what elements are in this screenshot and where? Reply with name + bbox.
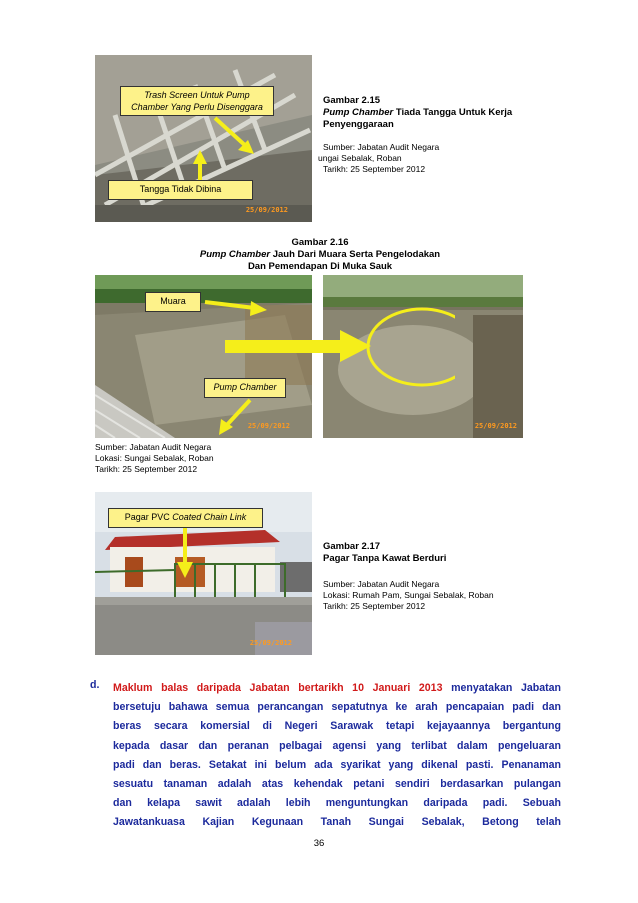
arrow-head-icon (250, 301, 267, 316)
paragraph-line2: bersetuju bahawa semua perancangan sepatutnya ke arah pencapaian padi dan (113, 701, 561, 714)
fig16-muara-text: Muara (160, 296, 186, 306)
fig17-fence-italic: Coated Chain Link (172, 512, 247, 522)
fig15-title-line2: Penyenggaraan (323, 119, 394, 130)
fig16-title-italic: Pump Chamber (199, 249, 271, 260)
fig16-overlay (195, 290, 455, 440)
fig17-title-number: Gambar 2.17 (323, 541, 381, 552)
fig17-source-line1: Sumber: Jabatan Audit Negara (323, 579, 440, 589)
fig17-source-line2: Lokasi: Rumah Pam, Sungai Sebalak, Roban (323, 590, 494, 600)
fig15-caption (323, 95, 563, 131)
fig15-title-italic: Pump Chamber (323, 107, 394, 118)
fig15-trash-line2: Chamber Yang Perlu Disenggara (131, 102, 263, 112)
highlight-circle (368, 309, 455, 385)
paragraph-line6: sesuatu tanaman adalah atas kehendak petani sendiri berdasarkan pulangan (113, 778, 561, 791)
fig17-title-line2: Pagar Tanpa Kawat Berduri (323, 553, 447, 564)
fig17-source (323, 579, 563, 612)
fig15-stairs-text: Tangga Tidak Dibina (139, 184, 222, 194)
fig15-arrows (180, 110, 260, 190)
fig16-left-date-stamp: 25/09/2012 (247, 422, 290, 430)
fig15-source-line2: ungai Sebalak, Roban (318, 153, 402, 163)
fig17-arrow (170, 524, 200, 584)
fig16-right-date-stamp: 25/09/2012 (474, 422, 517, 430)
fig17-source-line3: Tarikh: 25 September 2012 (323, 601, 426, 611)
fig15-source (318, 142, 558, 175)
fig16-source (95, 442, 335, 475)
fig16-source-line2: Lokasi: Sungai Sebalak, Roban (95, 453, 214, 463)
paragraph-line3: beras secara komersial di Negeri Sarawak tetapi kejayaannya bergantung (113, 720, 561, 733)
fig16-title-line2: Dan Pemendapan Di Muka Sauk (247, 261, 393, 272)
fig16-caption (150, 237, 490, 273)
page-number: 36 (313, 838, 325, 849)
fig16-pump-chamber-text: Pump Chamber (213, 382, 277, 392)
fig15-date-stamp: 25/09/2012 (245, 206, 288, 214)
paragraph-line5: padi dan beras. Setakat ini belum ada syarikat yang dikenal pasti. Penanaman (113, 758, 561, 771)
big-arrow-head-icon (340, 330, 371, 362)
paragraph-d (113, 679, 561, 833)
fig16-source-line1: Sumber: Jabatan Audit Negara (95, 442, 212, 452)
fig16-title-rest: Jauh Dari Muara Serta Pengelodakan (270, 249, 441, 260)
fig15-title-rest: Tiada Tangga Untuk Kerja (393, 107, 513, 118)
fig17-caption (323, 541, 563, 565)
paragraph-line4: kepada dasar dan peranan pelbagai agensi yang terlibat dalam pengeluaran (113, 739, 561, 752)
big-arrow-shaft (225, 340, 345, 353)
fig15-trash-line1: Trash Screen Untuk Pump (144, 90, 250, 100)
paragraph-red-text: Maklum balas daripada Jabatan bertarikh 10 Januari 2013 (113, 682, 443, 694)
fig17-fence-prefix: Pagar PVC (124, 512, 173, 522)
fig15-source-line1: Sumber: Jabatan Audit Negara (323, 142, 440, 152)
fig16-source-line3: Tarikh: 25 September 2012 (95, 464, 198, 474)
arrow-head-icon (193, 150, 207, 164)
paragraph-line8: Jawatankuasa Kajian Kegunaan Tanah Sungai Sebalak, Betong telah (113, 816, 561, 829)
fig15-source-line3: Tarikh: 25 September 2012 (323, 164, 426, 174)
fig16-muara-label (145, 292, 201, 312)
paragraph-line1-rest: menyatakan Jabatan (442, 682, 561, 694)
fig16-title-number: Gambar 2.16 (291, 237, 349, 248)
arrow-head-icon (177, 562, 193, 578)
paragraph-marker: d. (90, 679, 100, 691)
paragraph-line7: dan kelapa sawit adalah lebih menguntungkan daripada padi. Sebuah (113, 797, 561, 810)
fig17-date-stamp: 25/09/2012 (249, 639, 292, 647)
fig15-title-number: Gambar 2.15 (323, 95, 381, 106)
